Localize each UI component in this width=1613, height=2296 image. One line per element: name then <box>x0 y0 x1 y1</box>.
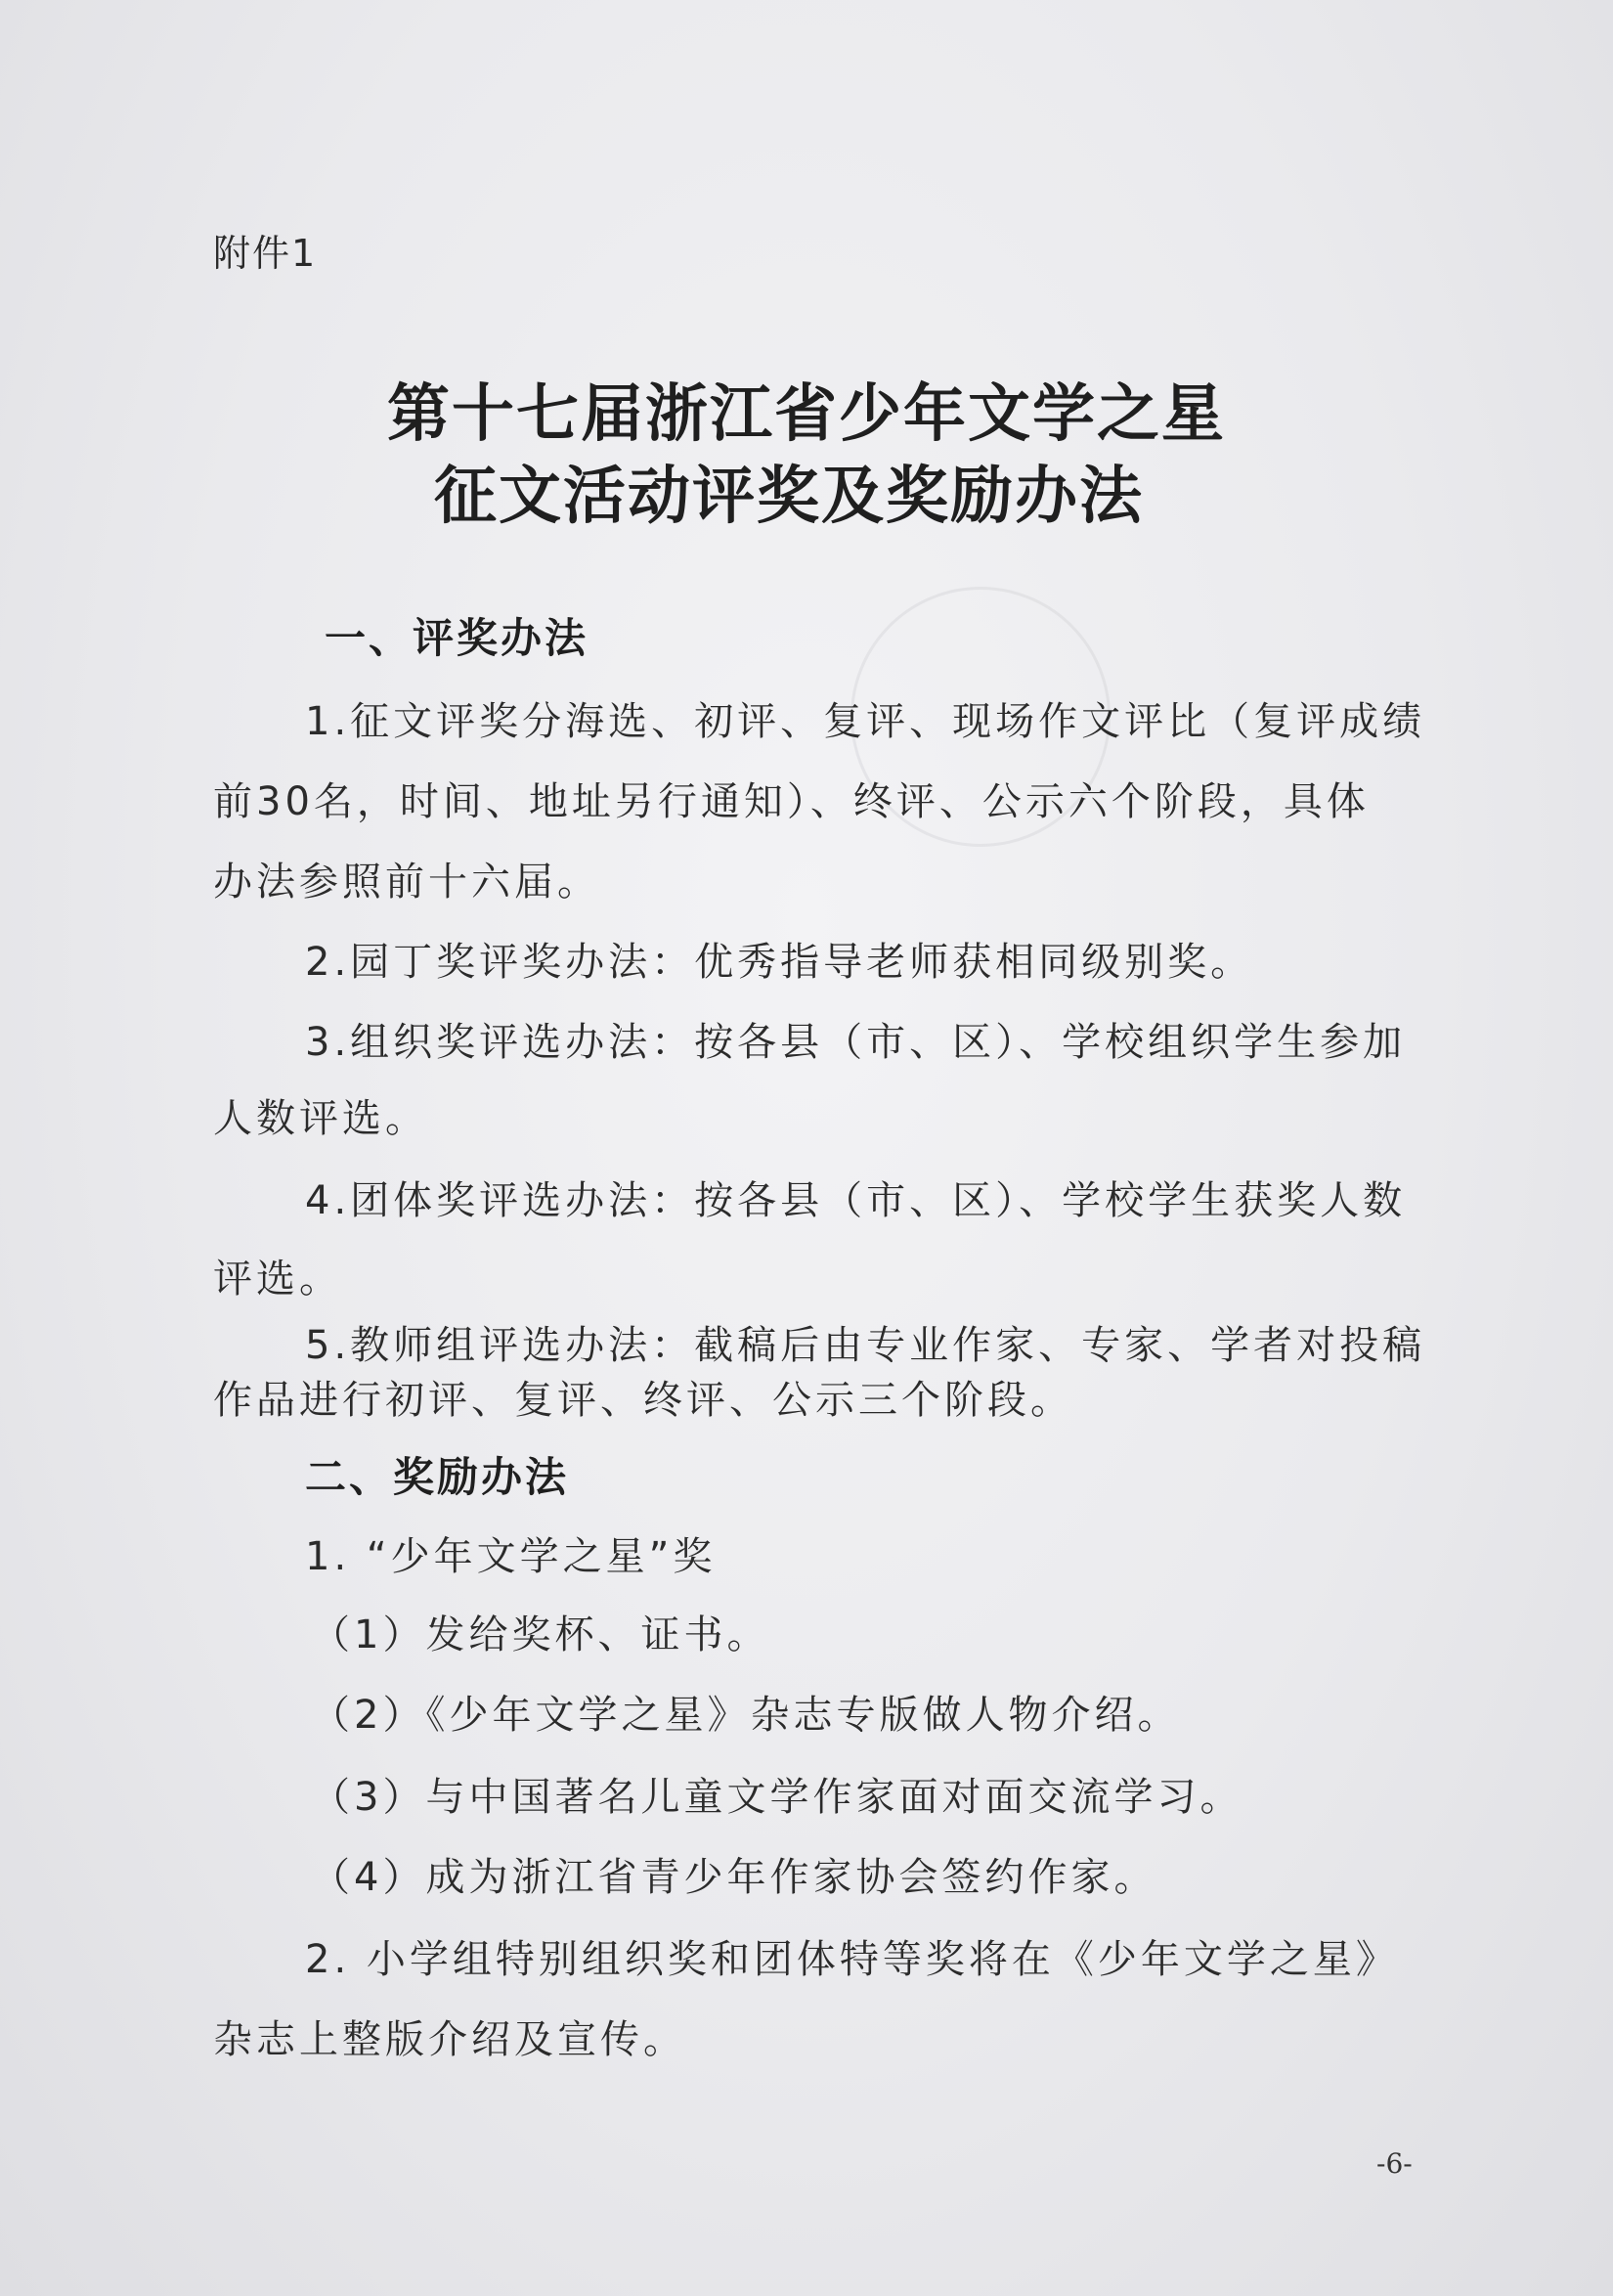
s1-p5-line1: 5.教师组评选办法：截稿后由专业作家、专家、学者对投稿 <box>305 1323 1426 1368</box>
s1-p3-line2: 人数评选。 <box>213 1096 428 1141</box>
page-number: -6- <box>1376 2147 1413 2180</box>
s2-item2-line2: 杂志上整版介绍及宣传。 <box>213 2017 686 2062</box>
s2-item1: 1. “少年文学之星”奖 <box>305 1534 717 1579</box>
attachment-label: 附件1 <box>213 232 318 275</box>
s2-sub2: （2）《少年文学之星》杂志专版做人物介绍。 <box>311 1693 1181 1738</box>
section2-heading: 二、奖励办法 <box>305 1453 570 1501</box>
s1-p2-line1: 2.园丁奖评奖办法：优秀指导老师获相同级别奖。 <box>305 940 1254 985</box>
s2-sub4: （4）成为浙江省青少年作家协会签约作家。 <box>311 1855 1157 1900</box>
section1-heading: 一、评奖办法 <box>325 614 589 662</box>
s1-p5-line2: 作品进行初评、复评、终评、公示三个阶段。 <box>213 1378 1073 1423</box>
s1-p4-line1: 4.团体奖评选办法：按各县（市、区）、学校学生获奖人数 <box>305 1178 1407 1223</box>
s2-sub3: （3）与中国著名儿童文学作家面对面交流学习。 <box>311 1775 1243 1820</box>
s2-sub1: （1）发给奖杯、证书。 <box>311 1612 770 1657</box>
s1-p1-line1: 1.征文评奖分海选、初评、复评、现场作文评比（复评成绩 <box>305 699 1426 744</box>
document-title-line1: 第十七届浙江省少年文学之星 <box>387 377 1226 451</box>
s1-p3-line1: 3.组织奖评选办法：按各县（市、区）、学校组织学生参加 <box>305 1020 1407 1065</box>
s1-p1-line2: 前30名，时间、地址另行通知）、终评、公示六个阶段，具体 <box>213 779 1370 824</box>
s1-p1-line3: 办法参照前十六届。 <box>213 860 600 905</box>
document-title-line2: 征文活动评奖及奖励办法 <box>434 460 1144 533</box>
s1-p4-line2: 评选。 <box>213 1257 342 1302</box>
s2-item2-line1: 2. 小学组特别组织奖和团体特等奖将在《少年文学之星》 <box>305 1937 1399 1982</box>
